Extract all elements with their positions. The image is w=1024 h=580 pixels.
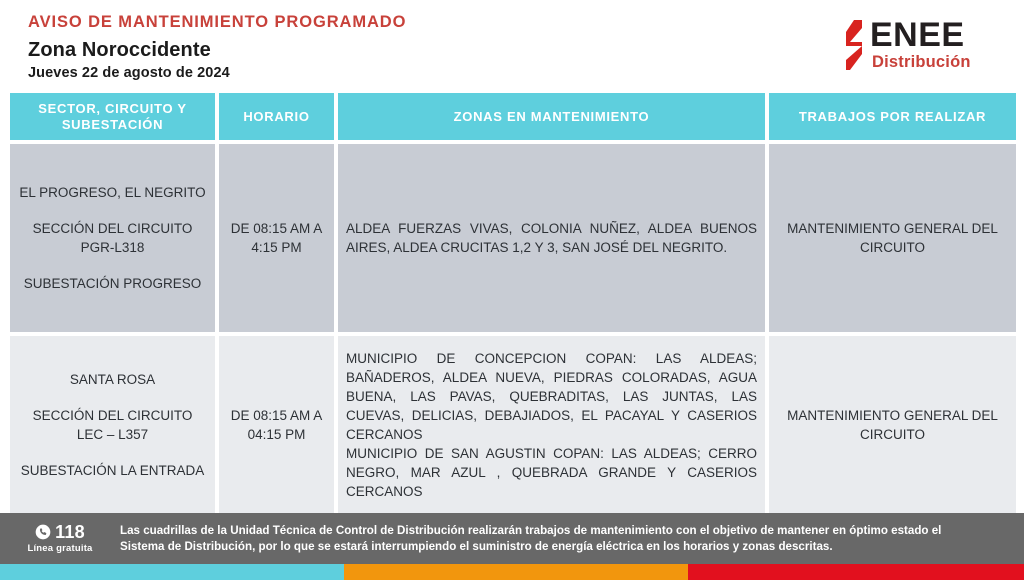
title-block [28, 12, 406, 82]
color-bar-red [688, 564, 1024, 580]
page-header [0, 0, 1024, 90]
zonas-text [346, 349, 757, 501]
zonas-paragraph-2: MUNICIPIO DE SAN AGUSTIN COPAN: LAS ALDEAS; CERRO NEGRO, MAR AZUL , QUEBRADA GRANDE Y CASERIOS CERCANOS [346, 446, 757, 499]
color-bar-orange [344, 564, 688, 580]
zonas-text: ALDEA FUERZAS VIVAS, COLONIA NUÑEZ, ALDEA BUENOS AIRES, ALDEA CRUCITAS 1,2 Y 3, SAN JOSÉ DEL NEGRITO. [346, 221, 757, 255]
zonas-paragraph-1: MUNICIPIO DE CONCEPCION COPAN: LAS ALDEAS; BAÑADEROS, ALDEA NUEVA, PIEDRAS COLORADAS, AGUA BUENA, LAS PAVAS, QUEBRADITAS, LAS JUNTAS, LAS CUEVAS, DELICIAS, DEBAJIADOS, EL PACAYAL Y CASERIOS CERCANOS [346, 351, 757, 442]
cell-zonas [338, 336, 765, 514]
cell-zonas [338, 144, 765, 332]
cell-horario: DE 08:15 AM A 04:15 PM [219, 336, 334, 514]
sector-subestacion: SUBESTACIÓN PROGRESO [23, 276, 202, 291]
logo-brand: ENEE [870, 16, 965, 54]
cell-sector [10, 144, 215, 332]
sector-name: SANTA ROSA [69, 372, 156, 387]
column-header-trabajos: TRABAJOS POR REALIZAR [769, 93, 1016, 140]
table-header-row [10, 93, 1014, 140]
page-footer [0, 513, 1024, 564]
table-row [10, 144, 1014, 332]
phone-circle-icon [35, 524, 51, 540]
column-header-horario: HORARIO [219, 93, 334, 140]
color-bar-cyan [0, 564, 344, 580]
enee-logo [842, 18, 1002, 74]
footer-disclaimer [120, 523, 1024, 555]
bottom-color-bar [0, 564, 1024, 580]
sector-circuito: SECCIÓN DEL CIRCUITO PGR-L318 [32, 221, 193, 255]
footer-hotline [0, 523, 120, 554]
sector-circuito: SECCIÓN DEL CIRCUITO LEC – L357 [32, 408, 193, 442]
table-row [10, 336, 1014, 514]
sector-name: EL PROGRESO, EL NEGRITO [19, 185, 206, 200]
cell-sector [10, 336, 215, 514]
column-header-sector: SECTOR, CIRCUITO Y SUBESTACIÓN [10, 93, 215, 140]
cell-trabajos: MANTENIMIENTO GENERAL DEL CIRCUITO [769, 336, 1016, 514]
footer-line-2: Sistema de Distribución, por lo que se estará interrumpiendo el suministro de energía eléctrica en los horarios y zonas descritas. [120, 539, 833, 553]
notice-date: Jueves 22 de agosto de 2024 [28, 65, 230, 81]
notice-title: AVISO DE MANTENIMIENTO PROGRAMADO [28, 13, 407, 31]
logo-subtitle: Distribución [872, 53, 971, 71]
sector-subestacion: SUBESTACIÓN LA ENTRADA [20, 463, 205, 478]
cell-horario: DE 08:15 AM A 4:15 PM [219, 144, 334, 332]
cell-trabajos: MANTENIMIENTO GENERAL DEL CIRCUITO [769, 144, 1016, 332]
logo-text [870, 18, 1002, 74]
hotline-number: 118 [55, 522, 85, 542]
column-header-zonas: ZONAS EN MANTENIMIENTO [338, 93, 765, 140]
hotline-label: Línea gratuita [27, 543, 93, 554]
footer-line-1: Las cuadrillas de la Unidad Técnica de Control de Distribución realizarán trabajos de mantenimiento con el objetivo de mantener en óptimo estado el [120, 523, 942, 537]
enee-flame-mark-icon [842, 20, 868, 70]
zone-title: Zona Noroccidente [28, 39, 211, 61]
maintenance-table [10, 93, 1014, 518]
